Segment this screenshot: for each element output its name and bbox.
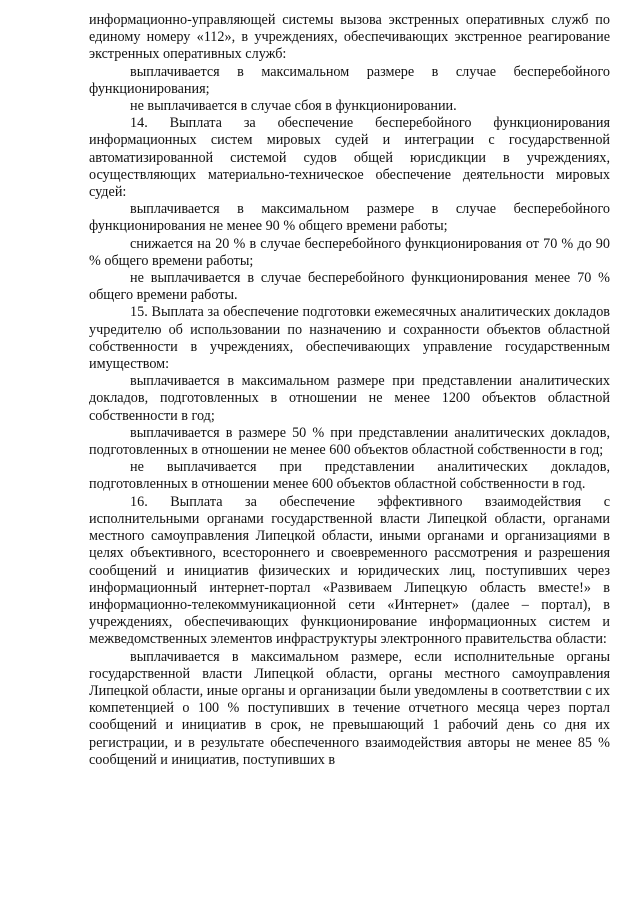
paragraph-item-15-half: выплачивается в размере 50 % при представлении аналитических докладов, подготовленных в отношении не менее 600 объектов областной собственности в год; [89,424,610,459]
paragraph-system-112: информационно-управляющей системы вызова экстренных оперативных служб по единому номеру «112», в учреждениях, обеспечивающих экстренное реагирование экстренных оперативных служб: [89,12,610,63]
paragraph-item-16-max: выплачивается в максимальном размере, если исполнительные органы государственной власти Липецкой области, органы местного самоуправления Липецкой области, иные органы и организации были уведомлены в соответствии с их компетенцией о 100 % поступивших в течение отчетного месяца через портал сообщений и инициатив в срок, не превышающий 1 рабочий день со дня их регистрации, и в результате обеспеченного взаимодействия авторы не менее 85 % сообщений и инициатив, поступивших в [89,648,610,768]
paragraph-no-payment-failure: не выплачивается в случае сбоя в функционировании. [130,98,457,115]
paragraph-item-15-max: выплачивается в максимальном размере при представлении аналитических докладов, подготовленных в отношении не менее 1200 объектов областной собственности в год; [89,373,610,424]
paragraph-item-16: 16. Выплата за обеспечение эффективного взаимодействия с исполнительными органами государственной власти Липецкой области, органами местного самоуправления Липецкой области, иными органами и организациями в целях объективного, всестороннего и своевременного рассмотрения и разрешения сообщений и инициатив физических и юридических лиц, поступивших через информационный интернет-портал «Развиваем Липецкую область вместе!» в информационно-телекоммуникационной сети «Интернет» (далее – портал), в учреждениях, обеспечивающих функционирование информационных систем и межведомственных элементов инфраструктуры электронного правительства области: [89,493,610,648]
paragraph-max-payment: выплачивается в максимальном размере в случае бесперебойного функционирования; [89,63,610,97]
paragraph-item-14-none: не выплачивается в случае бесперебойного функционирования менее 70 % общего времени работы. [89,270,610,304]
paragraph-item-14-max: выплачивается в максимальном размере в случае бесперебойного функционирования не менее 90 % общего времени работы; [89,201,610,235]
paragraph-item-14: 14. Выплата за обеспечение бесперебойного функционирования информационных систем мировых судей и интеграции с государственной автоматизированной системой судов общей юрисдикции в учреждениях, осуществляющих материально-техническое обеспечение деятельности мировых судей: [89,115,610,201]
paragraph-item-15: 15. Выплата за обеспечение подготовки ежемесячных аналитических докладов учредителю об использовании по назначению и сохранности объектов областной собственности в учреждениях, обеспечивающих управление государственным имуществом: [89,304,610,373]
paragraph-item-15-none: не выплачивается при представлении аналитических докладов, подготовленных в отношении менее 600 объектов областной собственности в год. [89,459,610,493]
paragraph-item-14-reduced: снижается на 20 % в случае бесперебойного функционирования от 70 % до 90 % общего времени работы; [89,235,610,269]
